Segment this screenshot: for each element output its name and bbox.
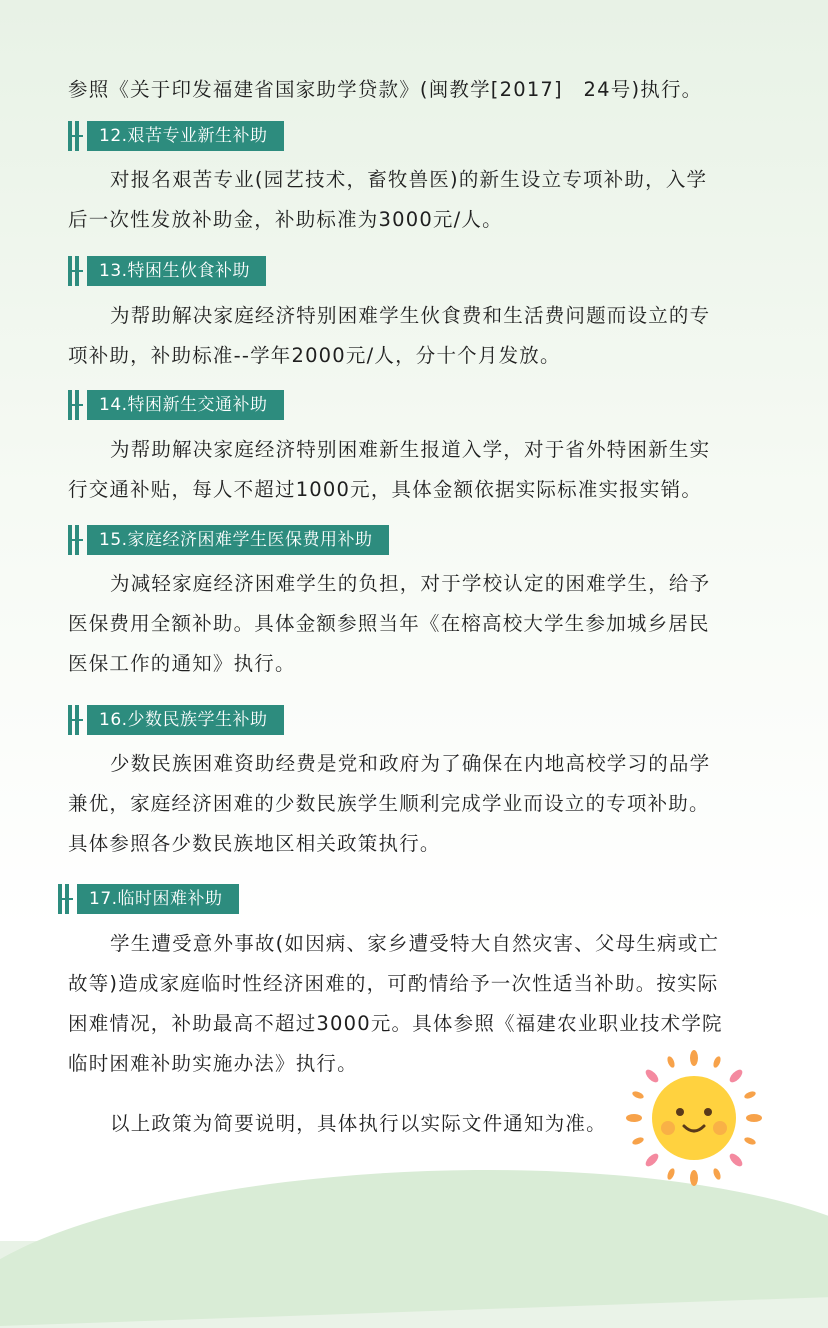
intro-paragraph	[68, 70, 768, 110]
body-line: 项补助，补助标准--学年2000元/人，分十个月发放。	[68, 344, 561, 367]
section-13-title: 13.特困生伙食补助	[87, 256, 266, 286]
body-line: 后一次性发放补助金，补助标准为3000元/人。	[68, 208, 503, 231]
intro-line: 参照《关于印发福建省国家助学贷款》(闽教学[2017] 24号)执行。	[68, 78, 703, 101]
closing-line: 以上政策为简要说明，具体执行以实际文件通知为准。	[110, 1112, 607, 1135]
body-line: 困难情况，补助最高不超过3000元。具体参照《福建农业职业技术学院	[68, 1012, 723, 1035]
section-16-title: 16.少数民族学生补助	[87, 705, 284, 735]
heading-marker-icon	[68, 121, 79, 151]
body-line: 临时困难补助实施办法》执行。	[68, 1052, 358, 1075]
body-line: 兼优，家庭经济困难的少数民族学生顺利完成学业而设立的专项补助。	[68, 792, 710, 815]
body-line: 医保工作的通知》执行。	[68, 652, 296, 675]
heading-marker-icon	[68, 705, 79, 735]
sun-cheek-right	[713, 1121, 727, 1135]
body-line: 少数民族困难资助经费是党和政府为了确保在内地高校学习的品学	[110, 752, 711, 775]
sun-cheek-left	[661, 1121, 675, 1135]
body-line: 为帮助解决家庭经济特别困难学生伙食费和生活费问题而设立的专	[110, 304, 711, 327]
section-17-title: 17.临时困难补助	[77, 884, 239, 914]
heading-marker-icon	[68, 390, 79, 420]
heading-marker-icon	[68, 256, 79, 286]
body-line: 故等)造成家庭临时性经济困难的，可酌情给予一次性适当补助。按实际	[68, 972, 719, 995]
body-line: 为减轻家庭经济困难学生的负担，对于学校认定的困难学生，给予	[110, 572, 711, 595]
section-17-heading	[58, 884, 239, 914]
section-15-heading	[68, 525, 389, 555]
body-line: 医保费用全额补助。具体金额参照当年《在榕高校大学生参加城乡居民	[68, 612, 710, 635]
section-16-heading	[68, 705, 284, 735]
body-line: 对报名艰苦专业(园艺技术，畜牧兽医)的新生设立专项补助，入学	[110, 168, 708, 191]
body-line: 学生遭受意外事故(如因病、家乡遭受特大自然灾害、父母生病或亡	[110, 932, 720, 955]
sun-eye-right	[704, 1108, 712, 1116]
section-15-title: 15.家庭经济困难学生医保费用补助	[87, 525, 389, 555]
section-13-body	[68, 296, 768, 376]
section-12-body	[68, 160, 768, 240]
sun-face	[652, 1076, 736, 1160]
sun-icon	[624, 1048, 764, 1188]
section-13-heading	[68, 256, 266, 286]
section-12-heading	[68, 121, 284, 151]
section-15-body	[68, 564, 768, 684]
section-14-title: 14.特困新生交通补助	[87, 390, 284, 420]
section-14-heading	[68, 390, 284, 420]
section-16-body	[68, 744, 768, 864]
body-line: 具体参照各少数民族地区相关政策执行。	[68, 832, 441, 855]
sun-eye-left	[676, 1108, 684, 1116]
heading-marker-icon	[68, 525, 79, 555]
section-14-body	[68, 430, 768, 510]
body-line: 为帮助解决家庭经济特别困难新生报道入学，对于省外特困新生实	[110, 438, 711, 461]
heading-marker-icon	[58, 884, 69, 914]
section-12-title: 12.艰苦专业新生补助	[87, 121, 284, 151]
body-line: 行交通补贴，每人不超过1000元，具体金额依据实际标准实报实销。	[68, 478, 703, 501]
